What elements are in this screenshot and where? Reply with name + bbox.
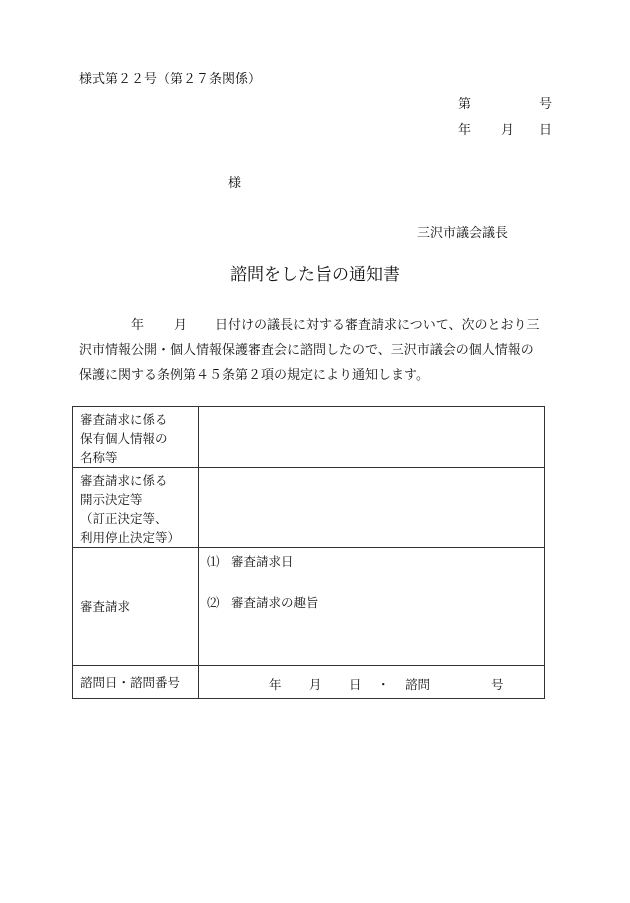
- table-row: [73, 666, 545, 699]
- table-row: [73, 548, 545, 666]
- row-value-consultation-date-number[interactable]: [199, 666, 545, 699]
- row-value-personal-info[interactable]: [199, 407, 545, 468]
- list-item: ⑴ 審査請求日: [207, 554, 294, 569]
- form-number: 様式第２２号（第２７条関係）: [79, 72, 262, 87]
- row-label-disclosure-decision: 審査請求に係る 開示決定等 （訂正決定等、 利用停止決定等）: [73, 468, 199, 548]
- addressee-suffix: 様: [228, 176, 242, 191]
- form-table: [72, 406, 545, 699]
- body-text: [79, 313, 553, 388]
- row-value-disclosure-decision[interactable]: [199, 468, 545, 548]
- body-line-1-rest: 日付けの議長に対する審査請求について、次のとおり三: [215, 318, 540, 333]
- body-month: 月: [174, 318, 188, 333]
- sender: 三沢市議会議長: [417, 226, 509, 241]
- document-number-go: 号: [539, 97, 553, 112]
- row-value-review-request[interactable]: [199, 548, 545, 666]
- list-item: ⑵ 審査請求の趣旨: [207, 595, 319, 610]
- consult-separator: ・: [377, 676, 390, 692]
- date-year: 年: [458, 123, 472, 138]
- row-label-personal-info: 審査請求に係る 保有個人情報の 名称等: [73, 407, 199, 468]
- consult-day: 日: [349, 676, 362, 692]
- body-line-3: 保護に関する条例第４５条第２項の規定により通知します。: [79, 368, 429, 383]
- date-day: 日: [539, 123, 553, 138]
- document-title: 諮問をした旨の通知書: [230, 265, 400, 285]
- row-label-consultation-date-number: 諮問日・諮問番号: [73, 666, 199, 699]
- body-line-2: 沢市情報公開・個人情報保護審査会に諮問したので、三沢市議会の個人情報の: [79, 343, 534, 358]
- body-line-1: [79, 313, 553, 338]
- consult-month: 月: [309, 676, 322, 692]
- consult-number-go: 号: [491, 676, 504, 692]
- consult-label: 諮問: [405, 676, 431, 692]
- row-label-review-request: 審査請求: [73, 548, 199, 666]
- consult-year: 年: [269, 676, 282, 692]
- date-month: 月: [501, 123, 515, 138]
- body-year: 年: [131, 318, 145, 333]
- document-number-dai: 第: [458, 97, 472, 112]
- table-row: [73, 468, 545, 548]
- table-row: [73, 407, 545, 468]
